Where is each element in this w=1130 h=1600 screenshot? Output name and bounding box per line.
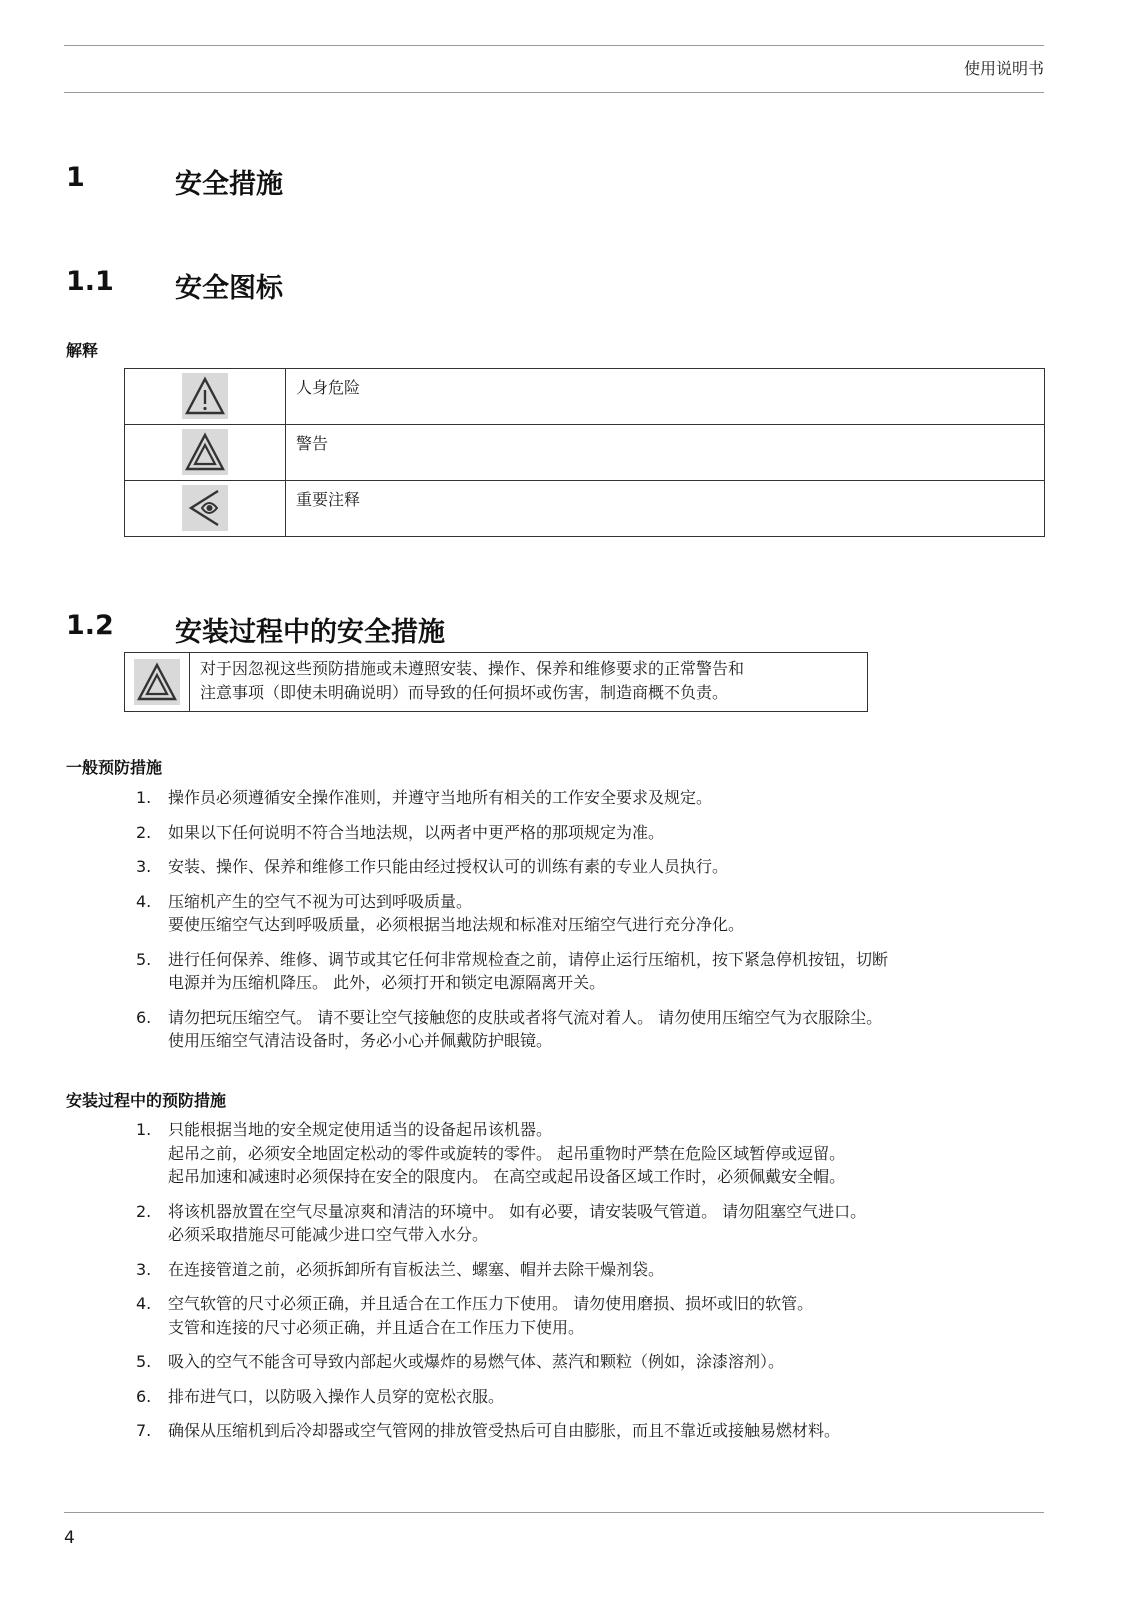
symbol-label: 警告 [286, 425, 1045, 481]
list-item [0, 948, 1130, 995]
safety-symbols-table [124, 368, 1045, 537]
item-line: 如果以下任何说明不符合当地法规，以两者中更严格的那项规定为准。 [168, 822, 665, 842]
item-line: 操作员必须遵循安全操作准则，并遵守当地所有相关的工作安全要求及规定。 [168, 788, 713, 807]
item-number: 1. [136, 788, 152, 807]
symbol-label: 重要注释 [286, 481, 1045, 537]
item-number: 7. [136, 1421, 152, 1440]
item-line: 将该机器放置在空气尽量凉爽和清洁的环境中。 如有必要，请安装吸气管道。 请勿阻塞空气进口。 [168, 1201, 867, 1221]
item-line: 安装、操作、保养和维修工作只能由经过授权认可的训练有素的专业人员执行。 [168, 857, 729, 876]
section-number: 1.2 [66, 610, 114, 641]
item-line: 在连接管道之前，必须拆卸所有盲板法兰、螺塞、帽并去除干燥剂袋。 [168, 1259, 665, 1279]
footer-rule [64, 1512, 1044, 1513]
section-number: 1.1 [66, 266, 114, 297]
liability-notice [124, 652, 868, 712]
list-item [0, 1385, 1130, 1409]
item-line: 压缩机产生的空气不视为可达到呼吸质量。 [168, 891, 473, 911]
item-line: 排布进气口，以防吸入操作人员穿的宽松衣服。 [168, 1386, 505, 1406]
list-item [0, 1292, 1130, 1339]
section-title: 安全措施 [175, 169, 283, 200]
item-line: 进行任何保养、维修、调节或其它任何非常规检查之前，请停止运行压缩机，按下紧急停机按钮，切断 [168, 949, 889, 969]
list-item [0, 855, 1130, 879]
warning-triangle-icon [182, 429, 228, 475]
item-line: 支管和连接的尺寸必须正确，并且适合在工作压力下使用。 [168, 1317, 585, 1337]
item-number: 1. [136, 1120, 152, 1139]
warning-triangle-icon [134, 659, 180, 705]
table-row [125, 425, 1045, 481]
item-number: 4. [136, 1294, 152, 1313]
item-line: 确保从压缩机到后冷却器或空气管网的排放管受热后可自由膨胀，而且不靠近或接触易燃材料。 [168, 1421, 841, 1440]
list-item [0, 821, 1130, 845]
symbol-cell [125, 481, 286, 537]
item-line: 起吊加速和减速时必须保持在安全的限度内。 在高空或起吊设备区域工作时，必须佩戴安全帽。 [168, 1167, 846, 1186]
item-line: 电源并为压缩机降压。 此外，必须打开和锁定电源隔离开关。 [168, 973, 606, 992]
section-number: 1 [66, 162, 85, 193]
item-line: 必须采取措施尽可能减少进口空气带入水分。 [168, 1225, 489, 1244]
item-line: 吸入的空气不能含可导致内部起火或爆炸的易燃气体、蒸汽和颗粒（例如，涂漆溶剂）。 [168, 1352, 785, 1371]
list-item [0, 1118, 1130, 1189]
general-precautions-list [0, 786, 1130, 1053]
list-item [0, 1200, 1130, 1247]
notice-icon-cell [125, 653, 190, 711]
item-line: 请勿把玩压缩空气。 请不要让空气接触您的皮肤或者将气流对着人。 请勿使用压缩空气为衣服除尘。 [168, 1007, 883, 1027]
item-line: 使用压缩空气清洁设备时，务必小心并佩戴防护眼镜。 [168, 1031, 553, 1050]
item-number: 6. [136, 1007, 152, 1027]
item-line: 要使压缩空气达到呼吸质量，必须根据当地法规和标准对压缩空气进行充分净化。 [168, 915, 745, 934]
table-row [125, 369, 1045, 425]
item-number: 6. [136, 1386, 152, 1406]
list-item [0, 1350, 1130, 1374]
list-item [0, 890, 1130, 937]
page-number: 4 [64, 1528, 75, 1548]
list-item [0, 786, 1130, 810]
section-title: 安装过程中的安全措施 [175, 617, 445, 648]
header-rule-bottom [64, 92, 1044, 93]
table-row [125, 481, 1045, 537]
explanation-label: 解释 [66, 341, 99, 360]
notice-text [190, 653, 867, 711]
item-line: 只能根据当地的安全规定使用适当的设备起吊该机器。 [168, 1120, 553, 1139]
header-title: 使用说明书 [963, 59, 1044, 78]
notice-line: 对于因忽视这些预防措施或未遵照安装、操作、保养和维修要求的正常警告和 [200, 659, 745, 678]
list-item [0, 1006, 1130, 1053]
symbol-label: 人身危险 [286, 369, 1045, 425]
danger-exclamation-icon [182, 373, 228, 419]
item-line: 空气软管的尺寸必须正确，并且适合在工作压力下使用。 请勿使用磨损、损坏或旧的软管。 [168, 1294, 814, 1313]
item-number: 3. [136, 857, 152, 876]
item-number: 4. [136, 891, 152, 911]
item-number: 5. [136, 1352, 152, 1371]
general-precautions-title: 一般预防措施 [66, 758, 163, 777]
eye-note-icon [182, 485, 228, 531]
list-item [0, 1419, 1130, 1443]
item-line: 起吊之前，必须安全地固定松动的零件或旋转的零件。 起吊重物时严禁在危险区域暂停或逗留。 [168, 1143, 846, 1163]
item-number: 2. [136, 1201, 152, 1221]
symbol-cell [125, 425, 286, 481]
section-title: 安全图标 [175, 273, 283, 304]
item-number: 3. [136, 1259, 152, 1279]
header-rule-top [64, 45, 1044, 46]
item-number: 5. [136, 949, 152, 969]
notice-line: 注意事项（即使未明确说明）而导致的任何损坏或伤害，制造商概不负责。 [200, 683, 729, 702]
list-item [0, 1258, 1130, 1282]
installation-precautions-title: 安装过程中的预防措施 [66, 1091, 227, 1110]
symbol-cell [125, 369, 286, 425]
item-number: 2. [136, 822, 152, 842]
installation-precautions-list [0, 1118, 1130, 1443]
